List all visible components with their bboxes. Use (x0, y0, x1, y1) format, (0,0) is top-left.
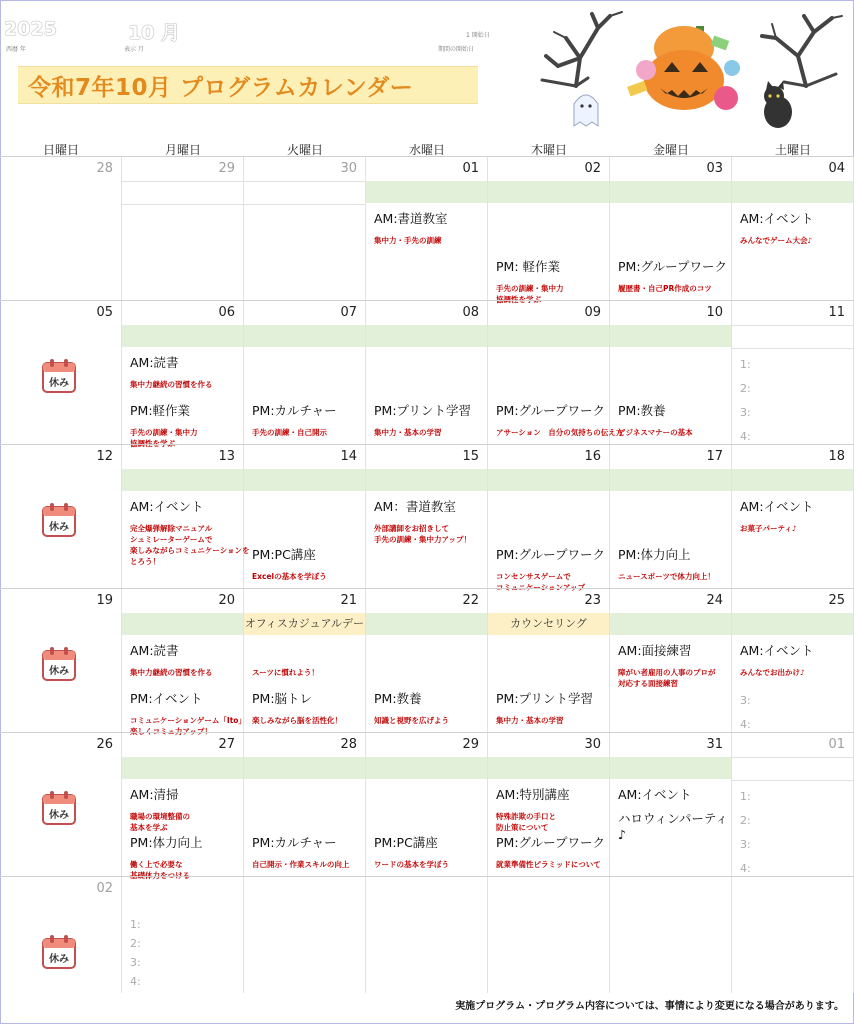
am-program-title: AM:イベント (740, 643, 814, 658)
day-cell-11[interactable] (732, 301, 854, 445)
program-band (488, 469, 609, 491)
pm-program-note: アサーション 自分の気持ちの伝え方 (496, 428, 624, 437)
calendar-week (0, 156, 854, 304)
am-program-note: 集中力継続の習慣を作る (130, 668, 213, 677)
day-number: 17 (706, 449, 723, 464)
day-number: 28 (96, 161, 113, 176)
holiday-calendar-icon (40, 789, 78, 827)
day-cell-28[interactable] (244, 733, 366, 877)
bare-tree-right-icon (762, 16, 842, 86)
calendar-title-box (18, 66, 478, 104)
day-cell-16[interactable] (488, 445, 610, 592)
day-cell-13[interactable] (122, 445, 250, 589)
am-program-note: 職場の環境整備の 基本を学ぶ (130, 812, 190, 832)
day-number: 04 (828, 161, 845, 176)
am-program-title: AM：書道教室 (374, 499, 456, 514)
am-program-note: 集中力継続の習慣を作る (130, 380, 213, 389)
pm-program-title: PM:軽作業 (130, 403, 191, 418)
day-number: 19 (96, 593, 113, 608)
weekday-sat: 土曜日 (774, 143, 811, 157)
holiday-calendar-icon (40, 357, 78, 395)
pm-program-note: ニュースポーツで体力向上！ (618, 572, 715, 581)
empty-time-slots: 3: 4: (740, 694, 751, 731)
am-program-note: みんなでゲーム大会♪ (740, 236, 813, 245)
pm-program-title: PM: 軽作業 (496, 259, 561, 274)
program-band (244, 181, 365, 205)
pm-program-title: PM:プリント学習 (374, 403, 472, 418)
day-number: 06 (218, 305, 235, 320)
am-program-title: AM:イベント (618, 787, 692, 802)
day-number: 02 (584, 161, 601, 176)
pm-program-title: PM:カルチャー (252, 403, 337, 418)
pm-program-note: 履歴書・自己PR作成のコツ (618, 284, 712, 293)
program-band (244, 325, 365, 347)
program-band (610, 613, 731, 635)
day-number: 16 (584, 449, 601, 464)
pm-program-note: ワードの基本を学ぼう (374, 860, 449, 869)
calendar-week (0, 588, 854, 736)
day-number: 09 (584, 305, 601, 320)
program-band (610, 757, 731, 779)
day-cell-21[interactable] (244, 589, 366, 733)
program-band (122, 469, 243, 491)
am-program-note: みんなでお出かけ♪ (740, 668, 805, 677)
program-band (732, 613, 853, 635)
weekday-mon: 月曜日 (164, 143, 201, 157)
am-program-subtitle: ハロウィンパーティ♪ (618, 811, 728, 842)
day-cell-28[interactable] (0, 157, 122, 301)
day-number: 30 (584, 737, 601, 752)
special-day-badge: カウンセリング (488, 613, 609, 635)
bare-tree-left-icon (542, 12, 622, 86)
svg-text:休み: 休み (49, 522, 69, 533)
day-cell-14[interactable] (244, 445, 366, 589)
pm-program-title: PM:PC講座 (252, 547, 316, 562)
empty-day-cell (488, 877, 610, 993)
day-cell-20[interactable] (122, 589, 246, 736)
day-number: 02 (96, 881, 113, 896)
day-number: 23 (584, 593, 601, 608)
am-program-title: AM:書道教室 (374, 211, 448, 226)
pm-program-note: 手先の訓練・自己開示 (252, 428, 327, 437)
svg-text:休み: 休み (49, 666, 69, 677)
program-band (122, 325, 243, 347)
pm-program-note: 働く上で必要な 基礎体力をつける (130, 860, 190, 880)
pm-program-title: PM:カルチャー (252, 835, 337, 850)
day-number: 22 (462, 593, 479, 608)
calendar-week (0, 732, 854, 880)
am-program-note: 完全爆弾解除マニュアル シュミレーターゲームで 楽しみながらコミュニケーションを とろう！ (130, 524, 250, 566)
day-number: 27 (218, 737, 235, 752)
holiday-calendar-icon (40, 933, 78, 971)
day-number: 05 (96, 305, 113, 320)
day-number: 14 (340, 449, 357, 464)
day-cell-07[interactable] (244, 301, 366, 445)
day-cell-18[interactable] (732, 445, 854, 589)
day-cell-30[interactable] (488, 733, 610, 877)
calendar-week (0, 444, 854, 592)
program-band (366, 613, 487, 635)
day-number: 07 (340, 305, 357, 320)
program-band (610, 181, 731, 203)
day-number: 20 (218, 593, 235, 608)
empty-day-cell (122, 877, 244, 993)
ghost-icon (574, 95, 598, 126)
program-band (732, 469, 853, 491)
program-band (610, 325, 731, 347)
program-band (244, 469, 365, 491)
am-program-note: 集中力・手先の訓練 (374, 236, 442, 245)
day-cell-09[interactable] (488, 301, 624, 445)
pm-program-title: PM:PC講座 (374, 835, 438, 850)
start-day-value[interactable]: 1 開始日 (466, 32, 490, 39)
day-cell-15[interactable] (366, 445, 488, 589)
pm-program-note: 集中力・基本の学習 (496, 716, 564, 725)
day-cell-22[interactable] (366, 589, 488, 733)
weekday-wed: 水曜日 (408, 143, 445, 157)
day-number: 01 (828, 737, 845, 752)
day-number: 03 (706, 161, 723, 176)
year-caption: 西暦 年 (6, 46, 26, 53)
program-band (244, 757, 365, 779)
calendar-week (0, 876, 854, 993)
day-cell-03[interactable] (610, 157, 732, 301)
pm-program-title: PM:教養 (374, 691, 422, 706)
day-cell-31[interactable] (610, 733, 732, 877)
am-program-title: AM:面接練習 (618, 643, 692, 658)
day-cell-29[interactable] (366, 733, 488, 877)
pm-program-title: PM:グループワーク (496, 403, 606, 418)
svg-text:休み: 休み (49, 954, 69, 965)
empty-day-cell (244, 877, 366, 993)
am-program-title: AM:特別講座 (496, 787, 570, 802)
pm-program-note: Excelの基本を学ぼう (252, 572, 327, 581)
day-cell-08[interactable] (366, 301, 488, 445)
pm-program-title: PM:プリント学習 (496, 691, 594, 706)
month-value[interactable]: 10 月 (128, 22, 181, 44)
day-cell-17[interactable] (610, 445, 732, 589)
program-band (488, 181, 609, 203)
empty-day-cell (366, 877, 488, 993)
day-cell-01[interactable] (732, 733, 854, 877)
holiday-calendar-icon (40, 501, 78, 539)
day-number: 30 (340, 161, 357, 176)
program-band (488, 325, 609, 347)
am-program-note: 特殊詐欺の手口と 防止策について (496, 812, 556, 832)
day-cell-29[interactable] (122, 157, 244, 301)
program-band (488, 757, 609, 779)
day-number: 25 (828, 593, 845, 608)
day-cell-12[interactable] (0, 445, 122, 589)
am-program-title: AM:イベント (130, 499, 204, 514)
year-value[interactable]: 2025 (4, 18, 57, 40)
day-cell-27[interactable] (122, 733, 244, 880)
program-band (366, 757, 487, 779)
day-cell-25[interactable] (732, 589, 854, 733)
am-program-title: AM:イベント (740, 211, 814, 226)
day-cell-30[interactable] (244, 157, 366, 301)
program-band (366, 469, 487, 491)
day-number: 31 (706, 737, 723, 752)
am-program-note: お菓子パーティ♪ (740, 524, 797, 533)
empty-day-cell (732, 877, 854, 993)
day-number: 11 (828, 305, 845, 320)
program-band (732, 325, 853, 349)
am-program-title: AM:イベント (740, 499, 814, 514)
day-number: 10 (706, 305, 723, 320)
day-cell-23[interactable] (488, 589, 610, 733)
weekday-fri: 金曜日 (652, 143, 689, 157)
am-program-title: AM:読書 (130, 355, 179, 370)
start-day-caption: 期間の開始日 (438, 46, 475, 53)
day-cell-01[interactable] (366, 157, 488, 301)
halloween-illustration (536, 8, 846, 134)
program-band (122, 757, 243, 779)
pm-program-note: 集中力・基本の学習 (374, 428, 442, 437)
month-caption: 表示 月 (124, 46, 144, 53)
program-band (122, 613, 243, 635)
day-number: 15 (462, 449, 479, 464)
day-number: 24 (706, 593, 723, 608)
pm-program-note: 手先の訓練・集中力 協調性を学ぶ (130, 428, 198, 448)
pm-program-title: PM:教養 (618, 403, 666, 418)
am-program-note: スーツに慣れよう！ (252, 668, 319, 677)
weekday-thu: 木曜日 (530, 143, 567, 157)
svg-text:休み: 休み (49, 810, 69, 821)
day-number: 26 (96, 737, 113, 752)
pm-program-title: PM:イベント (130, 691, 203, 706)
pm-program-title: PM:グループワーク (496, 835, 606, 850)
am-program-note: 外部講師をお招きして 手先の訓練・集中力アップ！ (374, 524, 471, 544)
day-cell-05[interactable] (0, 301, 122, 445)
pm-program-note: 手先の訓練・集中力 協調性を学ぶ (496, 284, 564, 304)
empty-time-slots: 1: 2: 3: 4: (740, 790, 751, 875)
program-band (610, 469, 731, 491)
calendar-week (0, 300, 854, 448)
weekday-sun: 日曜日 (42, 143, 79, 157)
day-number: 29 (462, 737, 479, 752)
empty-time-slots: 1: 2: 3: 4: (740, 358, 751, 443)
program-band (366, 181, 487, 203)
calendar-grid (0, 156, 854, 992)
day-number: 08 (462, 305, 479, 320)
program-band (366, 325, 487, 347)
pm-program-title: PM:脳トレ (252, 691, 313, 706)
day-number: 28 (340, 737, 357, 752)
empty-day-cell (610, 877, 732, 993)
pm-program-note: コンセンサスゲームで コミュニケーションアップ (496, 572, 586, 592)
footer-note: 実施プログラム・プログラム内容については、事情により変更になる場合があります。 (455, 1001, 844, 1012)
pm-program-note: ビジネスマナーの基本 (618, 428, 693, 437)
svg-text:休み: 休み (49, 378, 69, 389)
day-cell-06[interactable] (122, 301, 244, 448)
am-program-title: AM:読書 (130, 643, 179, 658)
pm-program-note: コミュニケーションゲーム「Ito」 楽しくコミュ力アップ！ (130, 716, 246, 736)
empty-time-slots: 1: 2: 3: 4: (130, 918, 141, 988)
jack-o-lantern-icon (644, 26, 724, 110)
day-number: 01 (462, 161, 479, 176)
special-day-badge: オフィスカジュアルデー (244, 613, 365, 635)
program-band (732, 757, 853, 781)
day-number: 18 (828, 449, 845, 464)
pm-program-note: 自己開示・作業スキルの向上 (252, 860, 350, 869)
pm-program-note: 楽しみながら脳を活性化！ (252, 716, 342, 725)
day-cell-04[interactable] (732, 157, 854, 301)
am-program-title: AM:清掃 (130, 787, 179, 802)
day-number: 13 (218, 449, 235, 464)
black-cat-icon (764, 81, 792, 128)
day-number: 29 (218, 161, 235, 176)
day-cell-19[interactable] (0, 589, 122, 733)
day-cell-24[interactable] (610, 589, 732, 733)
pm-program-title: PM:体力向上 (618, 547, 691, 562)
day-cell-10[interactable] (610, 301, 732, 445)
am-program-note: 障がい者雇用の人事のプロが 対応する面接練習 (618, 668, 716, 688)
day-number: 21 (340, 593, 357, 608)
program-band (732, 181, 853, 203)
pm-program-title: PM:グループワーク (496, 547, 606, 562)
weekday-tue: 火曜日 (286, 143, 323, 157)
day-number: 12 (96, 449, 113, 464)
pm-program-title: PM:グループワーク (618, 259, 728, 274)
day-cell-02[interactable] (0, 877, 122, 993)
day-cell-26[interactable] (0, 733, 122, 877)
holiday-calendar-icon (40, 645, 78, 683)
day-cell-02[interactable] (488, 157, 610, 304)
pm-program-title: PM:体力向上 (130, 835, 203, 850)
program-band (122, 181, 243, 205)
calendar-title: 令和7年10月 プログラムカレンダー (28, 74, 414, 101)
pm-program-note: 就業準備性ピラミッドについて (496, 860, 601, 869)
pm-program-note: 知識と視野を広げよう (374, 716, 449, 725)
